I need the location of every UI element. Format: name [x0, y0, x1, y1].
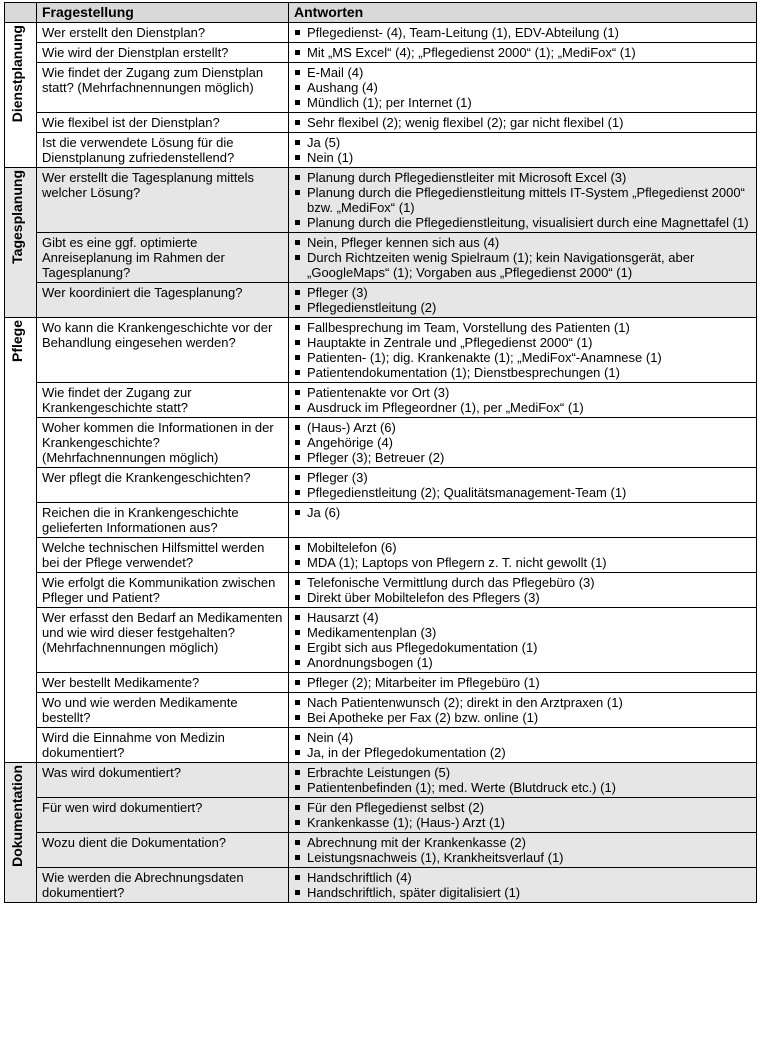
table-row — [5, 833, 757, 868]
answer-item: Planung durch die Pflegedienstleitung, visualisiert durch eine Magnettafel (1) — [294, 215, 752, 230]
table-row — [5, 133, 757, 168]
table-row — [5, 503, 757, 538]
answer-item: Medikamentenplan (3) — [294, 625, 752, 640]
answer-list — [294, 45, 752, 60]
table-row — [5, 798, 757, 833]
question-cell: Wo kann die Krankengeschichte vor der Behandlung eingesehen werden? — [37, 318, 289, 383]
question-cell: Für wen wird dokumentiert? — [37, 798, 289, 833]
answer-cell — [289, 318, 757, 383]
answer-item: Patienten- (1); dig. Krankenakte (1); „MediFox“-Anamnese (1) — [294, 350, 752, 365]
answer-list — [294, 285, 752, 315]
answer-item: Ja, in der Pflegedokumentation (2) — [294, 745, 752, 760]
table-row — [5, 418, 757, 468]
table-header — [5, 3, 757, 23]
answer-item: Direkt über Mobiltelefon des Pflegers (3) — [294, 590, 752, 605]
answer-item: Pflegedienst- (4), Team-Leitung (1), EDV-Abteilung (1) — [294, 25, 752, 40]
section-tagesplanung — [5, 168, 757, 318]
table-row — [5, 573, 757, 608]
answer-cell — [289, 728, 757, 763]
table-row — [5, 608, 757, 673]
answer-item: Bei Apotheke per Fax (2) bzw. online (1) — [294, 710, 752, 725]
answer-item: Abrechnung mit der Krankenkasse (2) — [294, 835, 752, 850]
answer-cell — [289, 468, 757, 503]
table-row — [5, 113, 757, 133]
section-dienstplanung — [5, 23, 757, 168]
question-cell: Wie findet der Zugang zum Dienstplan statt? (Mehrfachnennungen möglich) — [37, 63, 289, 113]
answer-list — [294, 800, 752, 830]
table-row — [5, 168, 757, 233]
answer-cell — [289, 43, 757, 63]
answer-item: Nein (1) — [294, 150, 752, 165]
answer-list — [294, 540, 752, 570]
answer-item: Ausdruck im Pflegeordner (1), per „MediFox“ (1) — [294, 400, 752, 415]
answer-cell — [289, 133, 757, 168]
answer-cell — [289, 538, 757, 573]
answer-item: Hauptakte in Zentrale und „Pflegedienst 2000“ (1) — [294, 335, 752, 350]
question-cell: Welche technischen Hilfsmittel werden bei der Pflege verwendet? — [37, 538, 289, 573]
answer-item: E-Mail (4) — [294, 65, 752, 80]
answer-item: Nein, Pfleger kennen sich aus (4) — [294, 235, 752, 250]
answer-cell — [289, 833, 757, 868]
answer-cell — [289, 673, 757, 693]
answer-cell — [289, 693, 757, 728]
answer-list — [294, 65, 752, 110]
table-row — [5, 693, 757, 728]
answer-cell — [289, 763, 757, 798]
table-row — [5, 868, 757, 903]
answer-item: Mündlich (1); per Internet (1) — [294, 95, 752, 110]
table-row — [5, 763, 757, 798]
section-label: Dokumentation — [9, 765, 25, 867]
answer-item: Ja (6) — [294, 505, 752, 520]
answer-list — [294, 695, 752, 725]
table-row — [5, 233, 757, 283]
table-row — [5, 673, 757, 693]
question-cell: Wie erfolgt die Kommunikation zwischen Pfleger und Patient? — [37, 573, 289, 608]
question-cell: Gibt es eine ggf. optimierte Anreiseplanung im Rahmen der Tagesplanung? — [37, 233, 289, 283]
answer-cell — [289, 168, 757, 233]
answer-list — [294, 765, 752, 795]
section-label: Tagesplanung — [9, 170, 25, 264]
answer-list — [294, 870, 752, 900]
answer-cell — [289, 283, 757, 318]
answer-item: Krankenkasse (1); (Haus-) Arzt (1) — [294, 815, 752, 830]
answer-cell — [289, 573, 757, 608]
answer-list — [294, 135, 752, 165]
answer-item: Angehörige (4) — [294, 435, 752, 450]
answer-item: Aushang (4) — [294, 80, 752, 95]
answer-item: (Haus-) Arzt (6) — [294, 420, 752, 435]
answer-item: Anordnungsbogen (1) — [294, 655, 752, 670]
question-cell: Wer erstellt die Tagesplanung mittels welcher Lösung? — [37, 168, 289, 233]
answer-item: Ja (5) — [294, 135, 752, 150]
question-cell: Wozu dient die Dokumentation? — [37, 833, 289, 868]
answer-list — [294, 25, 752, 40]
answer-cell — [289, 233, 757, 283]
answer-item: Sehr flexibel (2); wenig flexibel (2); gar nicht flexibel (1) — [294, 115, 752, 130]
table-row — [5, 283, 757, 318]
answer-list — [294, 835, 752, 865]
answer-list — [294, 505, 752, 520]
question-cell: Wo und wie werden Medikamente bestellt? — [37, 693, 289, 728]
answer-cell — [289, 608, 757, 673]
answer-item: Pfleger (3) — [294, 470, 752, 485]
question-cell: Wer bestellt Medikamente? — [37, 673, 289, 693]
table-row — [5, 43, 757, 63]
answer-item: Pflegedienstleitung (2); Qualitätsmanagement-Team (1) — [294, 485, 752, 500]
header-question: Fragestellung — [37, 3, 289, 23]
answer-list — [294, 385, 752, 415]
answer-item: Nein (4) — [294, 730, 752, 745]
question-cell: Wer erfasst den Bedarf an Medikamenten und wie wird dieser festgehalten? (Mehrfachnennungen möglich) — [37, 608, 289, 673]
answer-item: Durch Richtzeiten wenig Spielraum (1); kein Navigationsgerät, aber „GoogleMaps“ (1); Vorgaben aus „Pflegedienst 2000“ (1) — [294, 250, 752, 280]
question-cell: Wird die Einnahme von Medizin dokumentiert? — [37, 728, 289, 763]
table-row — [5, 383, 757, 418]
answer-list — [294, 320, 752, 380]
question-cell: Wie wird der Dienstplan erstellt? — [37, 43, 289, 63]
answer-item: Nach Patientenwunsch (2); direkt in den Arztpraxen (1) — [294, 695, 752, 710]
answer-item: Planung durch die Pflegedienstleitung mittels IT-System „Pflegedienst 2000“ bzw. „MediFox“ (1) — [294, 185, 752, 215]
section-label-cell — [5, 318, 37, 763]
answer-item: Pfleger (2); Mitarbeiter im Pflegebüro (1) — [294, 675, 752, 690]
section-label-cell — [5, 23, 37, 168]
question-cell: Wer pflegt die Krankengeschichten? — [37, 468, 289, 503]
question-cell: Wer koordiniert die Tagesplanung? — [37, 283, 289, 318]
answer-item: Patientendokumentation (1); Dienstbesprechungen (1) — [294, 365, 752, 380]
question-cell: Ist die verwendete Lösung für die Dienstplanung zufriedenstellend? — [37, 133, 289, 168]
answer-item: Für den Pflegedienst selbst (2) — [294, 800, 752, 815]
answer-list — [294, 575, 752, 605]
answer-cell — [289, 503, 757, 538]
answer-cell — [289, 383, 757, 418]
answer-item: Handschriftlich (4) — [294, 870, 752, 885]
table-row — [5, 538, 757, 573]
answer-item: Erbrachte Leistungen (5) — [294, 765, 752, 780]
answer-item: Planung durch Pflegedienstleiter mit Microsoft Excel (3) — [294, 170, 752, 185]
question-cell: Wie flexibel ist der Dienstplan? — [37, 113, 289, 133]
answer-cell — [289, 798, 757, 833]
answer-item: Pfleger (3) — [294, 285, 752, 300]
answer-item: Pflegedienstleitung (2) — [294, 300, 752, 315]
question-cell: Wie werden die Abrechnungsdaten dokumentiert? — [37, 868, 289, 903]
answer-list — [294, 235, 752, 280]
section-label-cell — [5, 763, 37, 903]
answer-item: Handschriftlich, später digitalisiert (1) — [294, 885, 752, 900]
question-cell: Wer erstellt den Dienstplan? — [37, 23, 289, 43]
answer-item: Leistungsnachweis (1), Krankheitsverlauf (1) — [294, 850, 752, 865]
section-dokumentation — [5, 763, 757, 903]
section-label: Dienstplanung — [9, 25, 25, 123]
question-cell: Was wird dokumentiert? — [37, 763, 289, 798]
answer-item: Patientenakte vor Ort (3) — [294, 385, 752, 400]
survey-results-table — [4, 2, 757, 903]
answer-cell — [289, 23, 757, 43]
answer-list — [294, 170, 752, 230]
answer-list — [294, 470, 752, 500]
answer-cell — [289, 63, 757, 113]
answer-list — [294, 610, 752, 670]
answer-item: Fallbesprechung im Team, Vorstellung des Patienten (1) — [294, 320, 752, 335]
answer-item: Telefonische Vermittlung durch das Pflegebüro (3) — [294, 575, 752, 590]
table-row — [5, 468, 757, 503]
answer-item: Hausarzt (4) — [294, 610, 752, 625]
answer-list — [294, 730, 752, 760]
section-label-cell — [5, 168, 37, 318]
answer-item: Mit „MS Excel“ (4); „Pflegedienst 2000“ (1); „MediFox“ (1) — [294, 45, 752, 60]
header-answer: Antworten — [289, 3, 757, 23]
answer-item: Pfleger (3); Betreuer (2) — [294, 450, 752, 465]
table-row — [5, 23, 757, 43]
answer-item: Ergibt sich aus Pflegedokumentation (1) — [294, 640, 752, 655]
question-cell: Reichen die in Krankengeschichte gelieferten Informationen aus? — [37, 503, 289, 538]
answer-cell — [289, 113, 757, 133]
answer-item: MDA (1); Laptops von Pflegern z. T. nicht gewollt (1) — [294, 555, 752, 570]
answer-list — [294, 420, 752, 465]
table-row — [5, 728, 757, 763]
table-row — [5, 318, 757, 383]
answer-list — [294, 115, 752, 130]
answer-cell — [289, 868, 757, 903]
answer-cell — [289, 418, 757, 468]
section-pflege — [5, 318, 757, 763]
section-label: Pflege — [9, 320, 25, 363]
answer-item: Patientenbefinden (1); med. Werte (Blutdruck etc.) (1) — [294, 780, 752, 795]
question-cell: Woher kommen die Informationen in der Krankengeschichte? (Mehrfachnennungen möglich) — [37, 418, 289, 468]
table-row — [5, 63, 757, 113]
answer-item: Mobiltelefon (6) — [294, 540, 752, 555]
header-row — [5, 3, 757, 23]
question-cell: Wie findet der Zugang zur Krankengeschichte statt? — [37, 383, 289, 418]
answer-list — [294, 675, 752, 690]
header-section-cell — [5, 3, 37, 23]
